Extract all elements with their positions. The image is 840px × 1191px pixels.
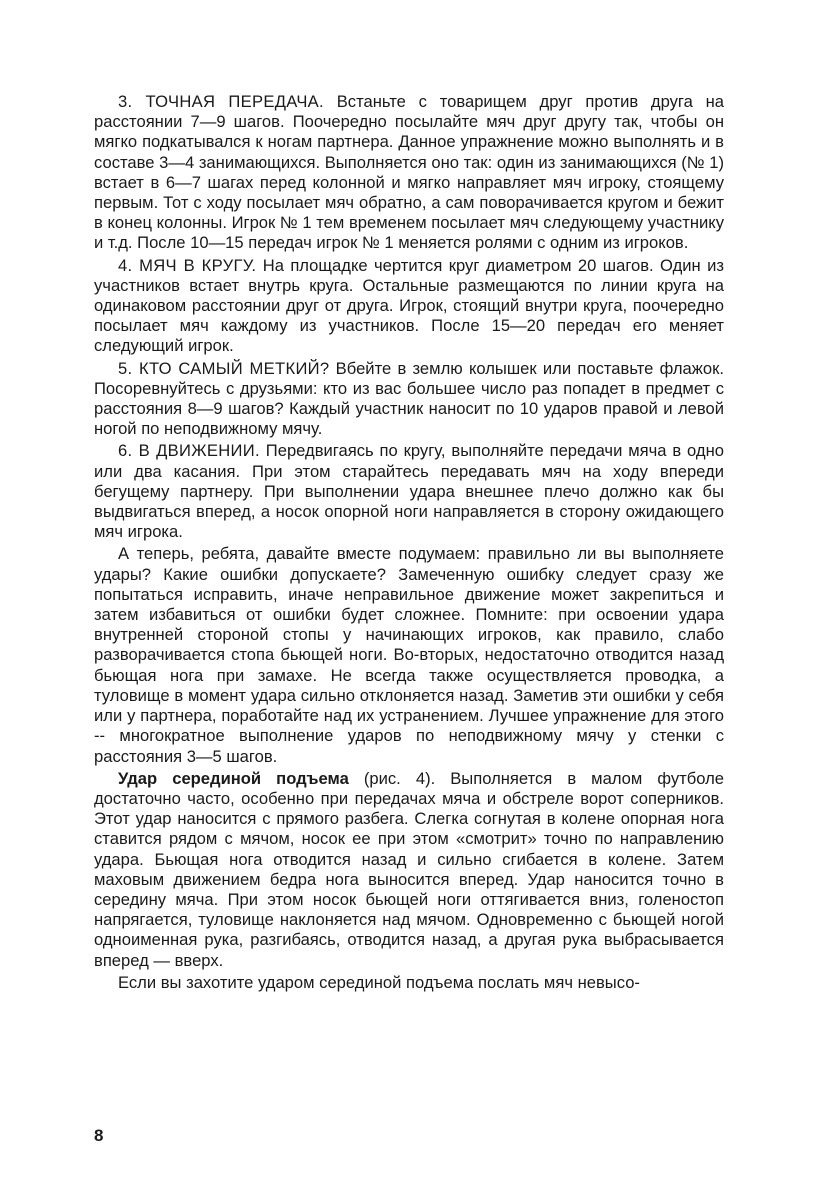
paragraph-text: (рис. 4). Выполняется в малом футболе достаточно часто, особенно при передачах мяча и обстреле ворот соперников. Этот удар наносится с прямого разбега. Слегка согнутая в колене опорная нога ставится рядом с мячом, носок ее при этом «смотрит» точно по направлению удара. Бьющая нога отводится назад и сильно сгибается в колене. Затем маховым движением бедра нога выносится вперед. Удар наносится точно в середину мяча. При этом носок бьющей ноги оттягивается вниз, голеностоп напрягается, туловище наклоняется над мячом. Одновременно с бьющей ногой одноименная рука, разгибаясь, отводится назад, а другая рука выбрасывается вперед — вверх. [94, 768, 725, 970]
paragraph-text: Вбейте в землю колышек или поставьте флажок. Посоревнуйтесь с друзьями: кто из вас большее число раз попадет в предмет с расстояния 8—9 шагов? Каждый участник наносит по 10 ударов правой и левой ногой по неподвижному мячу. [94, 358, 724, 439]
page-number: 8 [94, 1126, 104, 1145]
exercise-heading: 4. МЯЧ В КРУГУ. [118, 255, 257, 275]
term-heading: Удар серединой подъема [118, 768, 349, 788]
paragraph-exercise-3 [94, 92, 724, 254]
paragraph-text: Если вы захотите ударом серединой подъема послать мяч невысо- [118, 972, 640, 992]
exercise-heading: 6. В ДВИЖЕНИИ. [118, 441, 260, 461]
paragraph-text: Передвигаясь по кругу, выполняйте передачи мяча в одно или два касания. При этом старайтесь передавать мяч на ходу впереди бегущему партнеру. При выполнении удара внешнее плечо должно как бы выдвигаться вперед, а носок опорной ноги направляется в сторону ожидающего мяч игрока. [94, 441, 724, 542]
paragraph-exercise-6 [94, 441, 724, 542]
exercise-heading: 3. ТОЧНАЯ ПЕРЕДАЧА. [118, 92, 324, 111]
paragraph-exercise-4 [94, 256, 724, 357]
paragraph-common-errors [94, 544, 724, 766]
paragraph-continuation [94, 973, 724, 993]
body-text [94, 92, 724, 995]
paragraph-text: А теперь, ребята, давайте вместе подумаем: правильно ли вы выполняете удары? Какие ошибки допускаете? Замеченную ошибку следует сразу же попытаться исправить, иначе неправильное движение может закрепиться и затем избавиться от ошибки будет сложнее. Помните: при освоении удара внутренней стороной стопы у начинающих игроков, как правило, слабо разворачивается стопа бьющей ноги. Во-вторых, недостаточно отводится назад бьющая нога при замахе. Не всегда также осуществляется проводка, а туловище в момент удара сильно отклоняется назад. Заметив эти ошибки у себя или у партнера, поработайте над их устранением. Лучшее упражнение для этого -- многократное выполнение ударов по неподвижному мячу у стенки с расстояния 3—5 шагов. [94, 544, 724, 766]
exercise-heading: 5. КТО САМЫЙ МЕТКИЙ? [118, 358, 330, 378]
paragraph-instep-kick [94, 769, 724, 971]
paragraph-text: Встаньте с товарищем друг против друга на расстоянии 7—9 шагов. Поочередно посылайте мяч друг другу так, чтобы он мягко подкатывался к ногам партнера. Данное упражнение можно выполнять и в составе 3—4 занимающихся. Выполняется оно так: один из занимающихся (№ 1) встает в 6—7 шагах перед колонной и мягко направляет мяч игроку, стоящему первым. Тот с ходу посылает мяч обратно, а сам поворачивается кругом и бежит в конец колонны. Игрок № 1 тем временем посылает мяч следующему участнику и т.д. После 10—15 передач игрок № 1 меняется ролями с одним из игроков. [94, 92, 725, 253]
paragraph-exercise-5 [94, 359, 724, 440]
paragraph-text: На площадке чертится круг диаметром 20 шагов. Один из участников встает внутрь круга. Остальные размещаются по линии круга на одинаковом расстоянии друг от друга. Игрок, стоящий внутри круга, поочередно посылает мяч каждому из участников. После 15—20 передач его меняет следующий игрок. [94, 255, 724, 356]
